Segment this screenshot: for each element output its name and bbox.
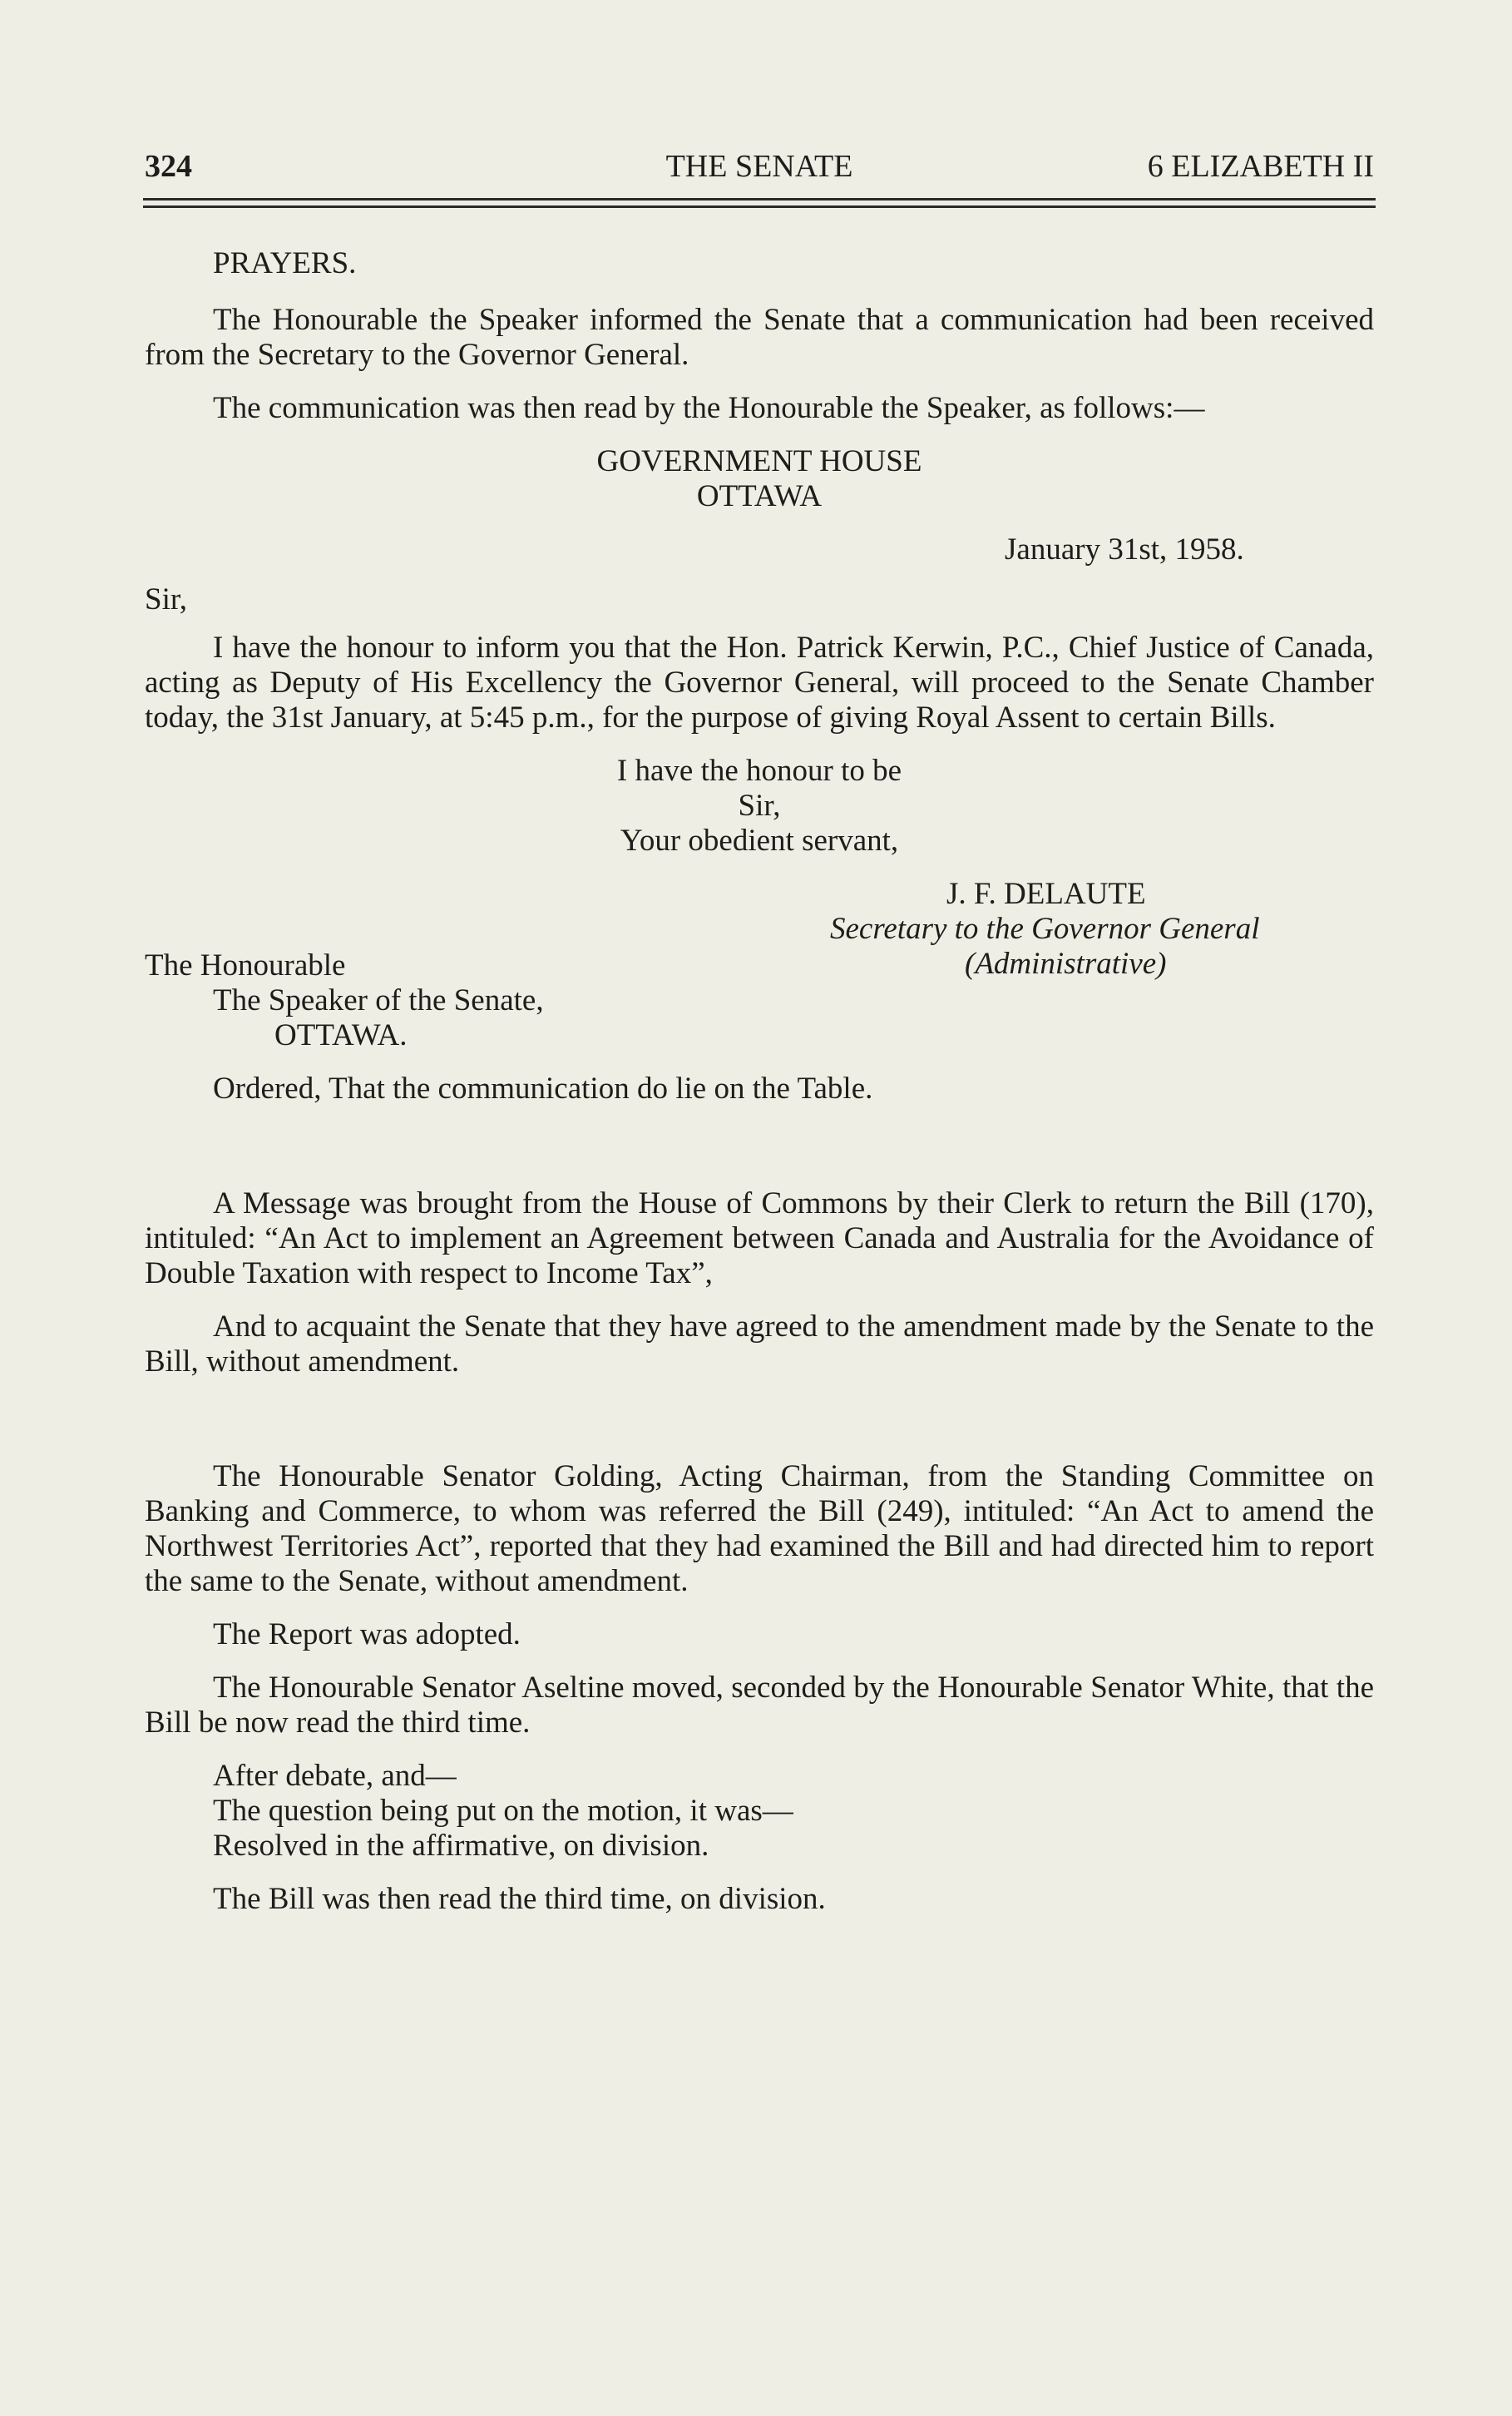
third-reading-motion-paragraph: The Honourable Senator Aseltine moved, seconded by the Honourable Senator White, that the Bill be now read the third time. (145, 1671, 1374, 1740)
speaker-informed-paragraph: The Honourable the Speaker informed the Senate that a communication had been received from the Secretary to the Governor General. (145, 303, 1374, 372)
addressee-line-3: OTTAWA. (274, 1018, 408, 1052)
signatory-note: (Administrative) (965, 947, 1167, 981)
resolved-line: Resolved in the affirmative, on division. (213, 1829, 709, 1863)
commons-agreement-paragraph: And to acquaint the Senate that they have agreed to the amendment made by the Senate to the Bill, without amendment. (145, 1309, 1374, 1379)
committee-report-paragraph: The Honourable Senator Golding, Acting Chairman, from the Standing Committee on Banking and Commerce, to whom was referred the Bill (249), intituled: “An Act to amend the Northwest Territories Act”, reported that they had examined the Bill and had directed him to report the same to the Senate, without amendment. (145, 1459, 1374, 1598)
letter-heading-line-1: GOVERNMENT HOUSE (596, 444, 922, 478)
report-adopted-paragraph: The Report was adopted. (213, 1617, 521, 1651)
running-head (145, 146, 1374, 186)
letter-heading-line-2: OTTAWA (696, 479, 823, 513)
signatory-title: Secretary to the Governor General (830, 912, 1260, 946)
session-label: 6 ELIZABETH II (1147, 149, 1374, 184)
third-reading-result-paragraph: The Bill was then read the third time, on division. (213, 1882, 826, 1916)
commons-message-paragraph: A Message was brought from the House of Commons by their Clerk to return the Bill (170), intituled: “An Act to implement an Agreement between Canada and Australia for the Avoidance of Double Taxation with respect to Income Tax”, (145, 1186, 1374, 1290)
running-title: THE SENATE (665, 149, 853, 184)
after-debate-line: After debate, and— (213, 1759, 457, 1793)
letter-salutation: Sir, (145, 582, 187, 616)
letter-closing-line-2: Sir, (738, 789, 781, 823)
addressee-line-1: The Honourable (145, 948, 346, 983)
question-put-line: The question being put on the motion, it was— (213, 1794, 793, 1828)
header-rule-top (143, 198, 1376, 201)
ordered-paragraph: Ordered, That the communication do lie on the Table. (213, 1072, 873, 1106)
header-rule-bottom (143, 205, 1376, 208)
letter-closing-line-1: I have the honour to be (616, 754, 902, 788)
letter (145, 444, 1374, 1053)
prayers-heading: PRAYERS. (213, 246, 357, 280)
letter-closing-line-3: Your obedient servant, (620, 824, 899, 858)
page-number: 324 (145, 149, 192, 184)
communication-read-paragraph: The communication was then read by the Honourable the Speaker, as follows:— (213, 391, 1205, 425)
letter-body: I have the honour to inform you that the Hon. Patrick Kerwin, P.C., Chief Justice of Canada, acting as Deputy of His Excellency the Governor General, will proceed to the Senate Chamber today, the 31st January, at 5:45 p.m., for the purpose of giving Royal Assent to certain Bills. (145, 631, 1374, 735)
page-body (145, 246, 1374, 1917)
letter-date: January 31st, 1958. (1005, 532, 1244, 567)
addressee-line-2: The Speaker of the Senate, (213, 983, 544, 1017)
signatory-name: J. F. DELAUTE (946, 877, 1146, 911)
